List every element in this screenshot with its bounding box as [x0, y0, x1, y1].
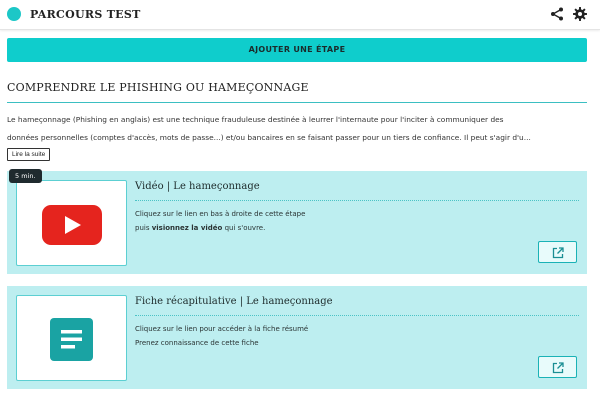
- step-title: Vidéo | Le hameçonnage: [135, 181, 260, 192]
- external-link-icon: [552, 247, 564, 259]
- step-instruction: Prenez connaissance de cette fiche: [135, 339, 259, 347]
- step-instruction: [135, 224, 265, 232]
- section-title: COMPRENDRE LE PHISHING OU HAMEÇONNAGE: [7, 81, 309, 94]
- step-card-video: [7, 171, 587, 274]
- logo-dot: [7, 7, 21, 21]
- step-thumbnail[interactable]: [16, 180, 127, 266]
- open-step-button[interactable]: [538, 356, 577, 378]
- step-divider: [135, 200, 579, 201]
- add-step-button[interactable]: AJOUTER UNE ÉTAPE: [7, 38, 587, 62]
- instruction-text: puis: [135, 224, 152, 232]
- duration-badge: 5 min.: [9, 169, 42, 183]
- step-divider: [135, 315, 579, 316]
- step-thumbnail[interactable]: [16, 295, 127, 381]
- instruction-text: qui s'ouvre.: [222, 224, 266, 232]
- page-title: PARCOURS TEST: [30, 8, 141, 21]
- description-line: données personnelles (comptes d'accès, mots de passe...) et/ou bancaires en se faisant passer pour un tiers de confiance. Il peut s'agir d'u...: [7, 133, 531, 142]
- instruction-emphasis: visionnez la vidéo: [151, 224, 223, 232]
- step-instruction: Cliquez sur le lien pour accéder à la fiche résumé: [135, 325, 309, 333]
- youtube-icon: [42, 205, 102, 245]
- document-icon: [50, 318, 93, 361]
- step-card-summary: [7, 286, 587, 389]
- read-more-button[interactable]: Lire la suite: [7, 148, 50, 161]
- section-divider: [7, 102, 587, 103]
- description-line: Le hameçonnage (Phishing en anglais) est une technique frauduleuse destinée à leurrer l'internaute pour l'inciter à communiquer des: [7, 115, 504, 124]
- step-title: Fiche récapitulative | Le hameçonnage: [135, 296, 333, 307]
- gear-icon[interactable]: [572, 6, 588, 22]
- step-instruction: Cliquez sur le lien en bas à droite de cette étape: [135, 210, 306, 218]
- open-step-button[interactable]: [538, 241, 577, 263]
- share-icon[interactable]: [549, 6, 565, 22]
- app-header: [0, 0, 600, 30]
- section-description: [7, 111, 589, 147]
- external-link-icon: [552, 362, 564, 374]
